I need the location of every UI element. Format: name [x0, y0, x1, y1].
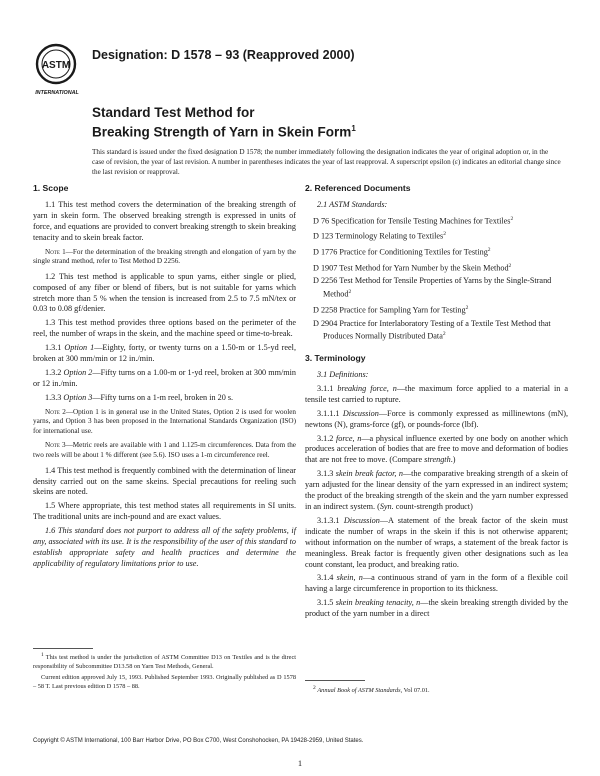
title-line-2: Breaking Strength of Yarn in Skein Form$^1$ — [92, 124, 356, 140]
section-heading-referenced-documents: 2. Referenced Documents — [305, 183, 411, 193]
note-3: Note 3—Metric reels are available with 1 and 1.125-m circumferences. Data from the two reels will be about 1 % different (see 5.6). ISO uses a 1-m circumference reel. — [33, 441, 296, 460]
definitions-label: 3.1 Definitions: — [317, 370, 369, 380]
definition-3-1-5: 3.1.5 skein breaking tenacity, n—the skein breaking strength divided by the product of the yarn number in a direct — [305, 598, 568, 619]
note-2: Note 2—Option 1 is in general use in the United States, Option 2 is used for woolen yarns, and Option 3 has been proposed in the International Standards Organization (ISO) for international use. — [33, 407, 296, 435]
logo-subtext: INTERNATIONAL — [35, 90, 79, 96]
discussion-3-1-3-1: 3.1.3.1 Discussion—A statement of the break factor of the skein must indicate the number of wraps in the skein if this is not otherwise apparent; without information on the number of wraps, a statement of the break factor is meaningless. Break factor is frequently given other designations such as lea count constant, lea product, and breaking ratio. — [305, 515, 568, 569]
section-heading-terminology: 3. Terminology — [305, 353, 366, 364]
title-line-1: Standard Test Method for — [92, 105, 255, 120]
designation: Designation: D 1578 – 93 (Reapproved 2000) — [92, 48, 355, 62]
referenced-documents-subheading: 2.1 ASTM Standards: — [317, 199, 388, 209]
reference-list — [305, 214, 568, 343]
document-title — [92, 105, 356, 141]
reference-item: D 123 Terminology Relating to Textiles$^2$ — [313, 231, 446, 242]
issuance-notice: This standard is issued under the fixed designation D 1578; the number immediately following the designation indicates the year of original adoption or, in the case of revision, the year of last revision. A number in parentheses indicates the year of last reapproval. A superscript epsilon (ε) indicates an editorial change since the last revision or reapproval. — [92, 148, 561, 176]
left-column — [33, 183, 296, 573]
paragraph-1-3: 1.3 This test method provides three options based on the perimeter of the reel, the number of wraps in the skein, and the machine speed or time-to-break. — [33, 318, 296, 339]
paragraph-1-3-3: 1.3.3 Option 3—Fifty turns on a 1-m reel, broken in 20 s. — [45, 392, 234, 402]
paragraph-1-2: 1.2 This test method is applicable to spun yarns, either single or plied, composed of any fiber or blend of fibers, but is not suitable for yarns which stretch more than 5 % when the tension is increased from 2.5 to 7.5 mN/tex or 0.03 to 0.08 gf/denier. — [33, 271, 296, 314]
definition-3-1-3: 3.1.3 skein break factor, n—the comparative breaking strength of a skein of yarn adjusted for the linear density of the yarn expressed in an indirect system; the product of the breaking strength of the skein and the yarn number expressed in an indirect system. (Syn. count-strength product) — [305, 469, 569, 511]
footnote-rule-right — [305, 680, 365, 681]
logo-text: ASTM — [41, 60, 71, 71]
reference-item: D 1907 Test Method for Yarn Number by the Skein Method$^2$ — [313, 262, 512, 273]
paragraph-1-4: 1.4 This test method is frequently combined with the determination of linear density carried out on the same skeins. Special precautions for reeling such skeins are noted. — [33, 465, 296, 497]
note-1: Note 1—For the determination of the breaking strength and elongation of yarn by the single strand method, refer to Test Method D 2256. — [33, 247, 296, 266]
definition-3-1-2: 3.1.2 force, n—a physical influence exerted by one body on another which produces acceleration of bodies that are free to move and deformation of bodies that are not free to move. (Compare strength.) — [305, 433, 568, 465]
reference-item: D 2258 Practice for Sampling Yarn for Testing$^2$ — [313, 304, 469, 315]
paragraph-1-5: 1.5 Where appropriate, this test method states all requirements in SI units. The traditional units are inch-pound and are exact values. — [33, 501, 296, 522]
reference-item: D 2256 Test Method for Tensile Properties of Yarns by the Single-Strand Method$^2$ — [313, 276, 552, 300]
paragraph-1-3-1: 1.3.1 Option 1—Eighty, forty, or twenty turns on a 1.50-m or 1.5-yd reel, broken at 300 mm/min or 12 in./min. — [33, 343, 296, 364]
section-heading-scope: 1. Scope — [33, 183, 69, 193]
right-column — [305, 183, 568, 623]
astm-logo — [30, 40, 88, 100]
reference-item: D 76 Specification for Tensile Testing Machines for Textiles$^2$ — [313, 215, 514, 226]
footnote-1: $^1$ This test method is under the jurisdiction of ASTM Committee D13 on Textiles and is the direct responsibility of Subcommittee D13.58 on Yarn Test Methods, General. Current edition approved July 15, 1993. Published September 1993. Originally published as D 1578 – 58 T. Last previous edition D 1578 – 88. — [33, 652, 296, 690]
reference-item: D 2904 Practice for Interlaboratory Testing of a Textile Test Method that Produces Normally Distributed Data$^2$ — [313, 318, 551, 342]
reference-item: D 1776 Practice for Conditioning Textiles for Testing$^2$ — [313, 247, 491, 257]
discussion-3-1-1-1: 3.1.1.1 Discussion—Force is commonly expressed as millinewtons (mN), newtons (N), grams-force (gf), or pounds-force (lbf). — [305, 408, 569, 429]
paragraph-1-6: 1.6 This standard does not purport to address all of the safety problems, if any, associated with its use. It is the responsibility of the user of this standard to establish appropriate safety and health practices and determine the applicability of regulatory limitations prior to use. — [33, 526, 296, 568]
definition-3-1-4: 3.1.4 skein, n—a continuous strand of yarn in the form of a flexible coil having a large circumference in proportion to its thickness. — [305, 573, 569, 594]
footnote-2: $^2$ Annual Book of ASTM Standards, Vol 07.01. — [313, 685, 430, 695]
copyright-line: Copyright © ASTM International, 100 Barr Harbor Drive, PO Box C700, West Conshohocken, PA 19428-2959, United States. — [33, 738, 364, 744]
definition-3-1-1: 3.1.1 breaking force, n—the maximum force applied to a material in a tensile test carried to rupture. — [305, 383, 569, 404]
footnote-1-edition: Current edition approved July 15, 1993. Published September 1993. Originally published as D 1578 – 58 T. Last previous edition D 1578 – 88. — [33, 674, 296, 690]
page-number: 1 — [297, 758, 303, 768]
footnote-rule-left — [33, 648, 93, 649]
paragraph-1-1: 1.1 This test method covers the determination of the breaking strength of yarn in skein form. The observed breaking strength is expressed in units of force, and equations are provided to convert breaking strength to skein breaking tenacity and to skein break factor. — [33, 199, 296, 242]
paragraph-1-3-2: 1.3.2 Option 2—Fifty turns on a 1.00-m or 1-yd reel, broken at 300 mm/min or 12 in./min. — [33, 367, 296, 388]
